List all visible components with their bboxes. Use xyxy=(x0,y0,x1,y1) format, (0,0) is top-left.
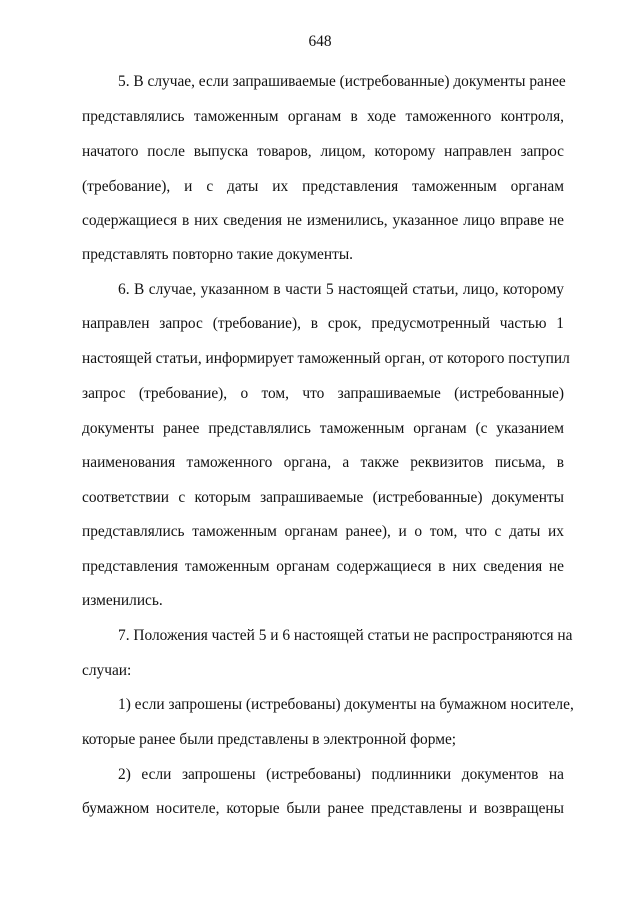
text-line: представлялись таможенным органам в ходе таможенного контроля, xyxy=(82,108,564,125)
text-line: запрос (требование), о том, что запрашиваемые (истребованные) xyxy=(82,385,564,402)
text-line: изменились. xyxy=(82,592,163,609)
text-line: начатого после выпуска товаров, лицом, которому направлен запрос xyxy=(82,143,564,160)
text-line: случаи: xyxy=(82,662,132,679)
text-line: содержащиеся в них сведения не изменились, указанное лицо вправе не xyxy=(82,212,564,229)
text-line: представления таможенным органам содержащиеся в них сведения не xyxy=(82,558,564,575)
text-line: документы ранее представлялись таможенным органам (с указанием xyxy=(82,420,564,437)
text-line: представлялись таможенным органам ранее), и о том, что с даты их xyxy=(82,523,564,540)
text-line: 7. Положения частей 5 и 6 настоящей статьи не распространяются на xyxy=(118,627,573,644)
text-line: (требование), и с даты их представления таможенным органам xyxy=(82,178,564,195)
text-line: наименования таможенного органа, а также реквизитов письма, в xyxy=(82,454,564,471)
text-line: 5. В случае, если запрашиваемые (истребованные) документы ранее xyxy=(118,73,566,90)
page-number: 648 xyxy=(308,33,332,50)
text-line: 1) если запрошены (истребованы) документы на бумажном носителе, xyxy=(118,696,574,713)
text-line: направлен запрос (требование), в срок, предусмотренный частью 1 xyxy=(82,315,564,332)
text-line: 6. В случае, указанном в части 5 настоящей статьи, лицо, которому xyxy=(118,281,564,298)
text-line: настоящей статьи, информирует таможенный орган, от которого поступил xyxy=(82,350,570,367)
text-line: 2) если запрошены (истребованы) подлинники документов на xyxy=(118,766,564,783)
text-line: соответствии с которым запрашиваемые (истребованные) документы xyxy=(82,489,564,506)
text-line: которые ранее были представлены в электронной форме; xyxy=(82,731,457,748)
text-line: представлять повторно такие документы. xyxy=(82,246,354,263)
text-line: бумажном носителе, которые были ранее представлены и возвращены xyxy=(82,800,564,817)
